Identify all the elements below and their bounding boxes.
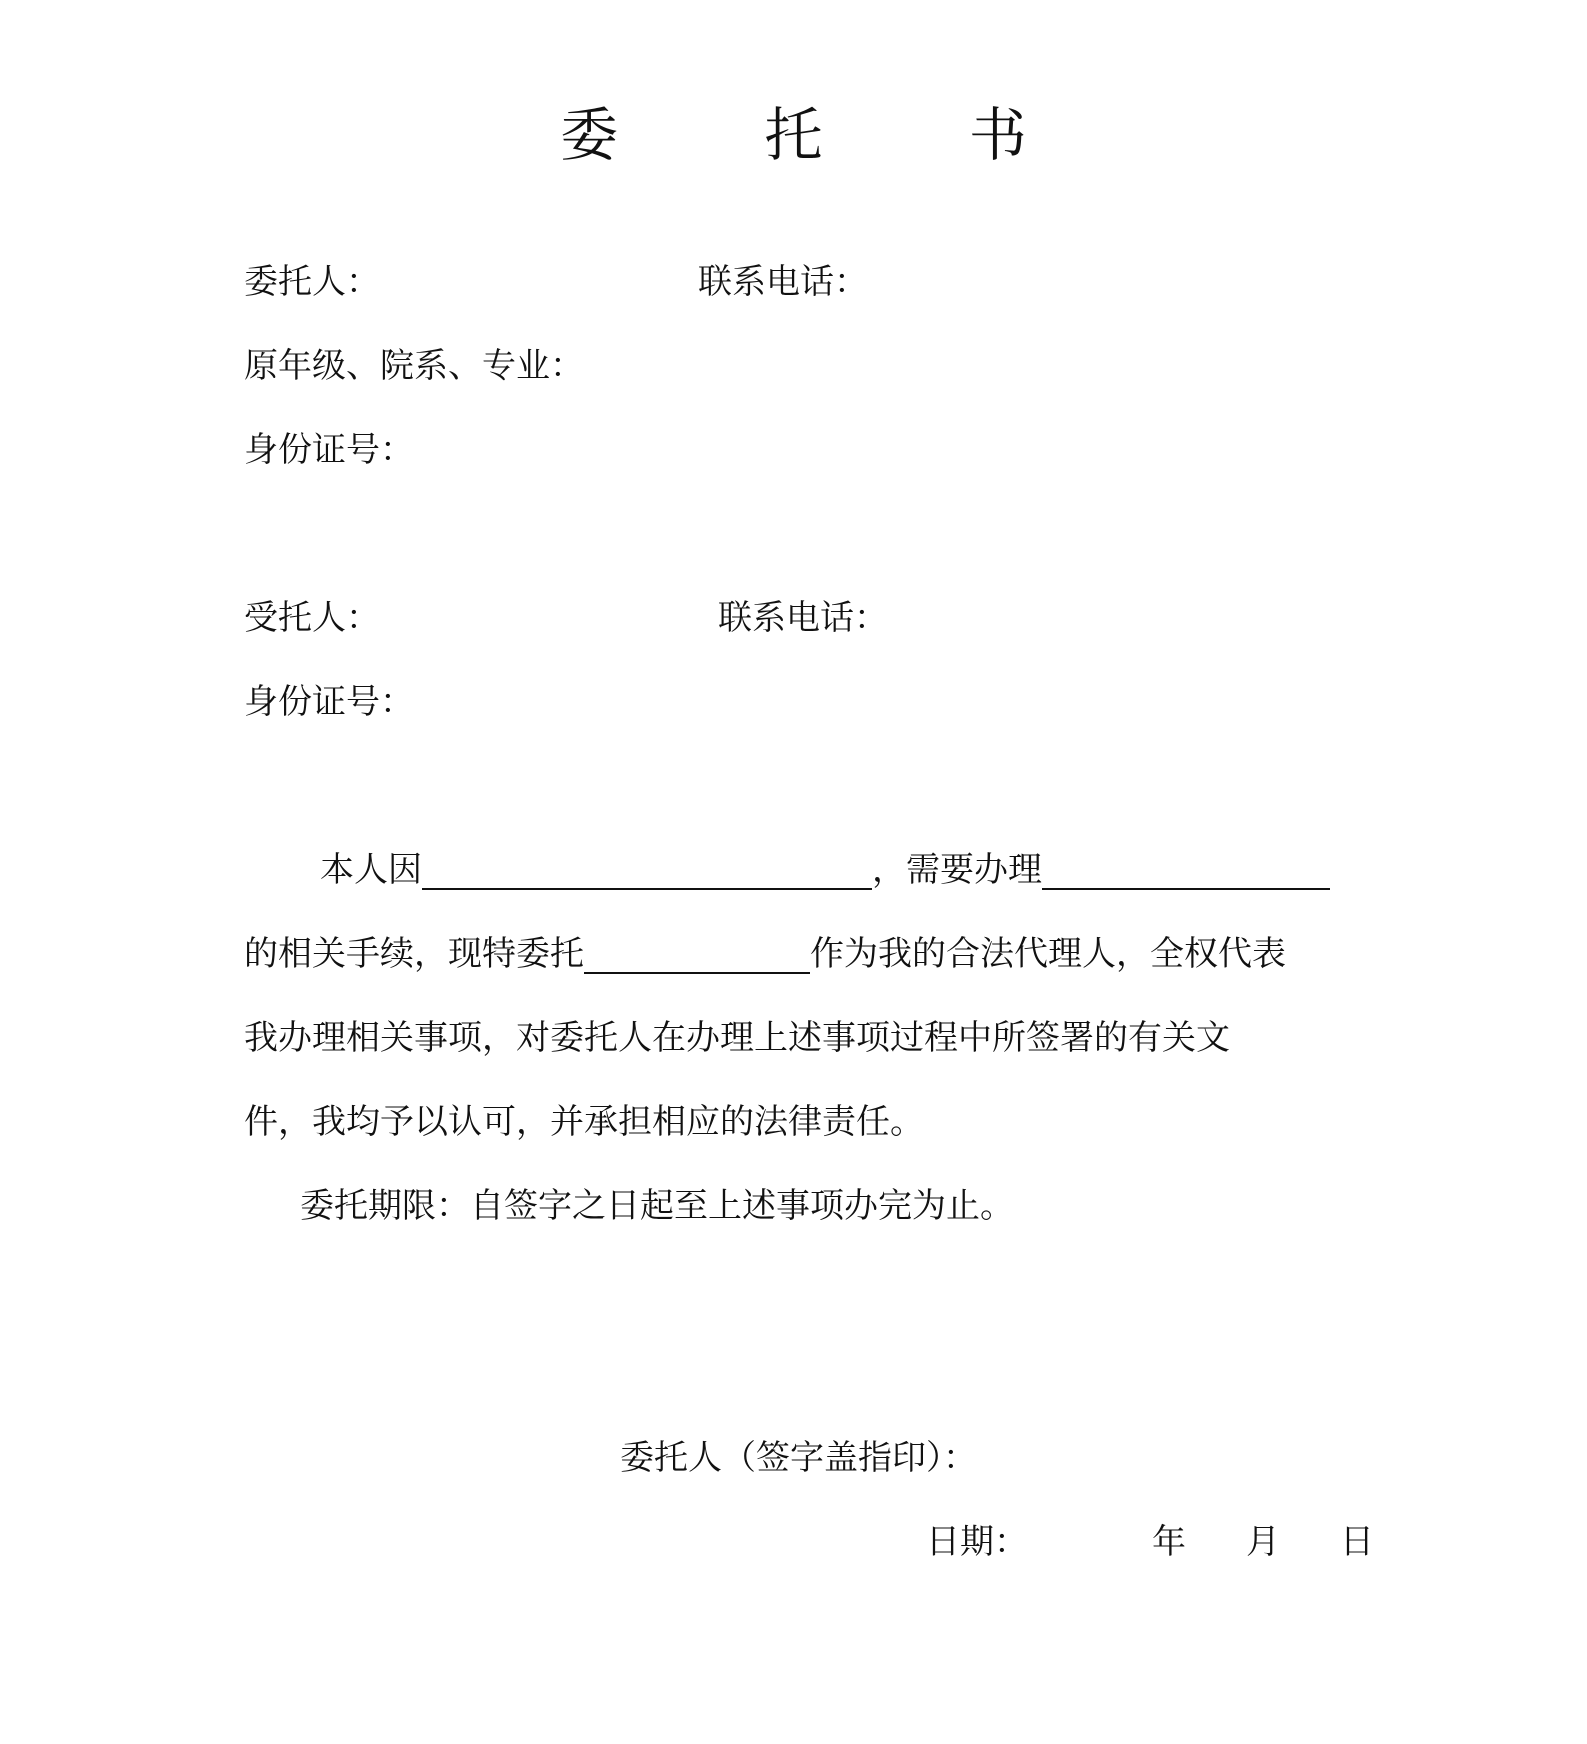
body-line-2-start: 的相关手续，现特委托 xyxy=(244,934,584,974)
body-line-2-end: 作为我的合法代理人，全权代表 xyxy=(810,934,1286,974)
principal-id-label: 身份证号： xyxy=(244,430,414,470)
document-title: 委 托 书 xyxy=(560,101,1091,169)
date-line xyxy=(926,1522,1374,1562)
body-line-1 xyxy=(320,850,1330,890)
signature-label: 委托人（签字盖指印）： xyxy=(620,1438,977,1478)
reason-blank[interactable] xyxy=(422,852,872,890)
body-line-3: 我办理相关事项，对委托人在办理上述事项过程中所签署的有关文 xyxy=(244,1018,1230,1058)
date-year: 年 xyxy=(1152,1522,1186,1562)
principal-phone-label: 联系电话： xyxy=(698,262,868,302)
agent-id-label: 身份证号： xyxy=(244,682,414,722)
body-line-1-start: 本人因 xyxy=(320,850,422,890)
agent-phone-label: 联系电话： xyxy=(718,598,888,638)
body-line-2 xyxy=(244,934,1286,974)
date-day: 日 xyxy=(1340,1522,1374,1562)
agent-name-blank[interactable] xyxy=(584,936,810,974)
body-line-1-middle: ，需要办理 xyxy=(872,850,1042,890)
principal-grade-label: 原年级、院系、专业： xyxy=(244,346,584,386)
date-month: 月 xyxy=(1246,1522,1280,1562)
term-line: 委托期限：自签字之日起至上述事项办完为止。 xyxy=(300,1186,1014,1226)
body-line-4: 件，我均予以认可，并承担相应的法律责任。 xyxy=(244,1102,924,1142)
principal-name-label: 委托人： xyxy=(244,262,380,302)
matter-blank[interactable] xyxy=(1042,852,1330,890)
agent-name-label: 受托人： xyxy=(244,598,380,638)
date-label: 日期： xyxy=(926,1522,1028,1562)
